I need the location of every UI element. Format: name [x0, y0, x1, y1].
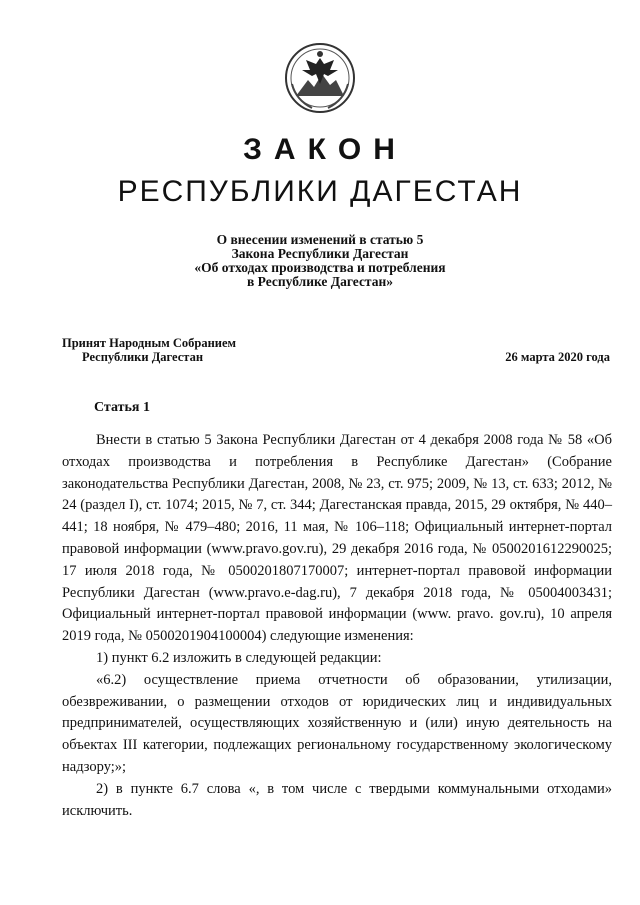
paragraph: 1) пункт 6.2 изложить в следующей редакции:: [96, 649, 382, 666]
article-body: [62, 430, 612, 822]
coat-of-arms-emblem: [282, 40, 358, 116]
heading-line: Закона Республики Дагестан: [231, 246, 409, 261]
paragraph: «6.2) осуществление приема отчетности об образовании, утилизации, обезвреживании, о размещении отходов от юридических лиц и индивидуальных предпринимателей, осуществляющих хозяйственную и (или) иную деятельность на объектах III категории, подлежащих региональному государственному экологическому надзору;»;: [62, 671, 612, 775]
adopted-by: [62, 336, 236, 364]
heading-line: в Республике Дагестан»: [246, 274, 394, 289]
heading-line: О внесении изменений в статью 5: [216, 232, 424, 247]
law-subtitle: РЕСПУБЛИКИ ДАГЕСТАН: [117, 175, 523, 208]
adoption-date: 26 марта 2020 года: [505, 350, 610, 364]
law-heading: [0, 233, 640, 289]
paragraph: 2) в пункте 6.7 слова «, в том числе с твердыми коммунальными отходами» исключить.: [62, 780, 612, 819]
law-title: ЗАКОН: [243, 133, 407, 166]
heading-line: «Об отходах производства и потребления: [194, 260, 446, 275]
paragraph: Внести в статью 5 Закона Республики Дагестан от 4 декабря 2008 года № 58 «Об отходах производства и потребления в Республике Дагестан» (Собрание законодательства Республики Дагестан, 2008, № 23, ст. 975; 2009, № 13, ст. 633; 2012, № 24 (раздел I), ст. 1074; 2015, № 7, ст. 344; Дагестанская правда, 2015, 29 октября, № 440–441; 18 ноября, № 479–480; 2016, 11 мая, № 106–118; Официальный интернет-портал правовой информации (www.pravo.gov.ru), 29 декабря 2016 года, № 0500201612290025; 17 июля 2018 года, № 0500201807170007; интернет-портал правовой информации Республики Дагестан (www.pravo.e-dag.ru), 7 декабря 2018 года, № 05004003431; Официальный интернет-портал правовой информации (www. pravo. gov.ru), 10 апреля 2019 года, № 0500201904100004) следующие изменения:: [62, 432, 612, 645]
adopted-line: Республики Дагестан: [82, 350, 204, 364]
adopted-line: Принят Народным Собранием: [62, 336, 237, 350]
article-title: Статья 1: [94, 400, 150, 415]
